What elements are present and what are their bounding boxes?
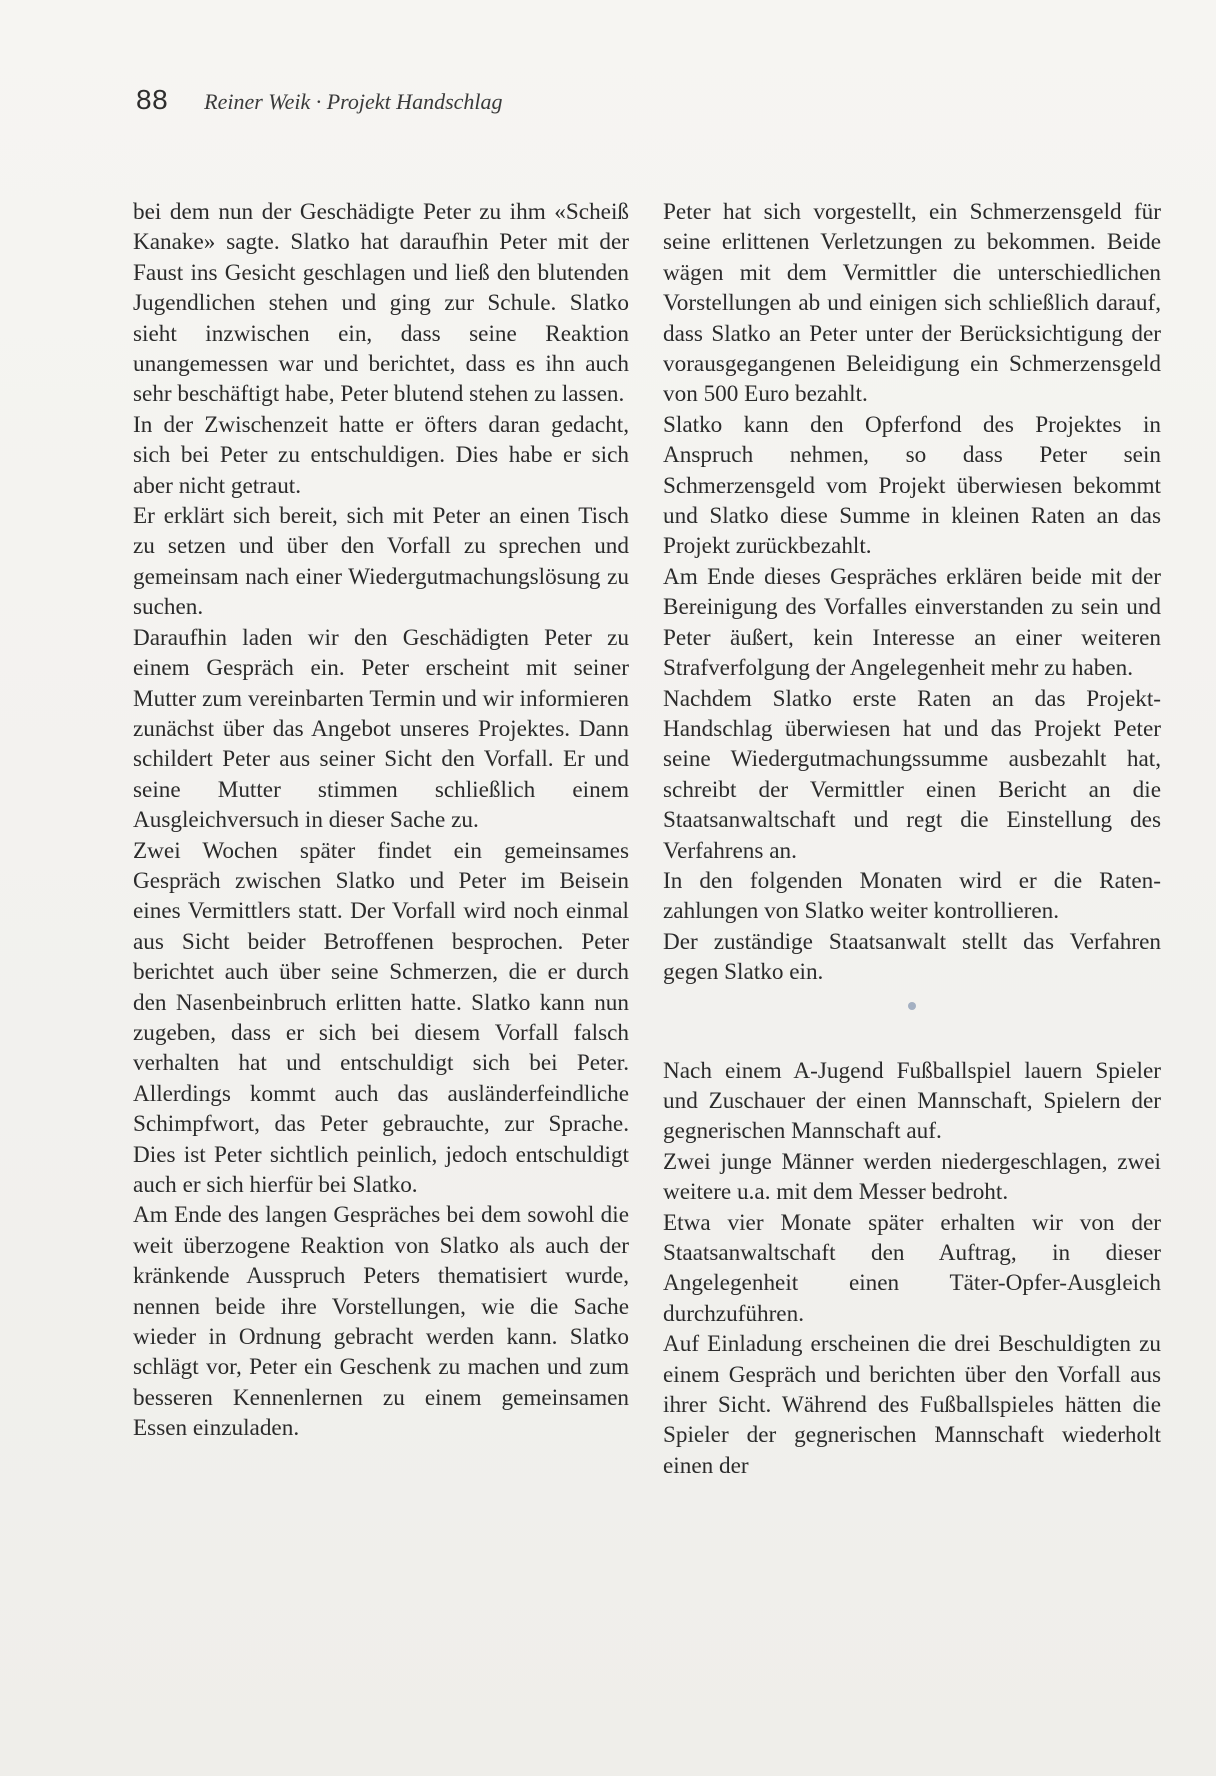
paragraph: Er erklärt sich bereit, sich mit Peter an einen Tisch zu setzen und über den Vorfall zu sprechen und gemeinsam nach einer Wiedergutmachungslösung zu suchen.: [133, 503, 629, 621]
left-column: [133, 197, 629, 1444]
paragraph: Zwei junge Männer werden niedergeschlagen, zwei weitere u.a. mit dem Messer bedroht.: [663, 1148, 1161, 1206]
paragraph: In den folgenden Monaten wird er die Ratenzahlungen von Slatko weiter kontrollieren.: [663, 867, 1161, 925]
paragraph: Nach einem A-Jugend Fußballspiel lauern Spieler und Zuschauer der einen Mannschaft, Spielern der gegnerischen Mannschaft auf.: [663, 1057, 1161, 1145]
paragraph: Etwa vier Monate später erhalten wir von der Staatsanwaltschaft den Auftrag, in dieser Angelegenheit einen Täter-Opfer-Ausgleich durchzuführen.: [663, 1209, 1161, 1327]
paragraph: Nachdem Slatko erste Raten an das Projekt-Handschlag überwiesen hat und das Projekt Peter seine Wiedergutmachungssumme ausbezahlt hat, schreibt der Vermittler einen Bericht an die Staatsanwaltschaft und regt die Einstellung des Verfahrens an.: [663, 685, 1161, 864]
paragraph: Am Ende dieses Gespräches erklären beide mit der Bereinigung des Vorfalles einverstanden zu sein und Peter äußert, kein Interesse an einer weiteren Strafverfolgung der Angelegenheit mehr zu haben.: [663, 563, 1161, 682]
page-header: [136, 84, 503, 124]
paragraph: Auf Einladung erscheinen die drei Beschuldigten zu einem Gespräch und berichten über den Vorfall aus ihrer Sicht. Während des Fußballspieles hätten die Spieler der gegnerischen Mannschaft wiederholt einen der: [663, 1331, 1161, 1479]
paragraph: Peter hat sich vorgestellt, ein Schmerzensgeld für seine erlittenen Verletzungen zu bekommen. Beide wägen mit dem Vermittler die unterschiedlichen Vorstellungen ab und einigen sich schließlich darauf, dass Slatko an Peter unter der Berücksichtigung der vorausgegangenen Beleidigung ein Schmerzensgeld von 500 Euro bezahlt.: [663, 199, 1161, 408]
paragraph: Daraufhin laden wir den Geschädigten Peter zu einem Gespräch ein. Peter erscheint mit seiner Mutter zum vereinbarten Termin und wir informieren zunächst über das Angebot unseres Projektes. Dann schildert Peter aus seiner Sicht den Vorfall. Er und seine Mutter stimmen schließlich einem Ausgleichversuch in dieser Sache zu.: [133, 624, 629, 834]
running-head: Reiner Weik · Projekt Handschlag: [204, 89, 503, 114]
paragraph: Am Ende des langen Gespräches bei dem sowohl die weit überzogene Reaktion von Slatko als auch der kränkende Ausspruch Peters thematisiert wurde, nennen beide ihre Vorstellungen, wie die Sache wieder in Ordnung gebracht werden kann. Slatko schlägt vor, Peter ein Geschenk zu machen und zum besseren Kennenlernen zu einem gemeinsamen Essen einzuladen.: [133, 1202, 629, 1442]
paragraph: Zwei Wochen später findet ein gemeinsames Gespräch zwischen Slatko und Peter im Beisein eines Vermittlers statt. Der Vorfall wird noch einmal aus Sicht beider Betroffenen besprochen. Peter berichtet auch über seine Schmerzen, die er durch den Nasenbeinbruch erlitten hatte. Slatko kann nun zugeben, dass er sich bei diesem Vorfall falsch verhalten hat und entschuldigt sich bei Peter. Allerdings kommt auch das ausländerfeindliche Schimpfwort, das Peter gebrauchte, zur Sprache. Dies ist Peter sichtlich peinlich, jedoch entschuldigt auch er sich hierfür bei Slatko.: [133, 837, 629, 1198]
paragraph: Der zuständige Staatsanwalt stellt das Verfahren gegen Slatko ein.: [663, 928, 1161, 986]
section-separator: [663, 992, 1161, 1022]
page-number: 88: [136, 84, 169, 115]
right-column: [663, 197, 1161, 1481]
separator-dot-icon: [908, 1002, 916, 1010]
paragraph: In der Zwischenzeit hatte er öfters daran gedacht, sich bei Peter zu entschuldigen. Dies habe er sich aber nicht getraut.: [133, 411, 629, 499]
paragraph: bei dem nun der Geschädigte Peter zu ihm «Scheiß Kanake» sagte. Slatko hat daraufhin Peter mit der Faust ins Gesicht geschlagen und ließ den blutenden Jugendlichen stehen und ging zur Schule. Slatko sieht inzwischen ein, dass seine Reaktion unangemessen war und berichtet, dass es ihn auch sehr beschäftigt habe, Peter blutend stehen zu lassen.: [133, 199, 629, 408]
paragraph: Slatko kann den Opferfond des Projektes in Anspruch nehmen, so dass Peter sein Schmerzensgeld vom Projekt überwiesen bekommt und Slatko diese Summe in kleinen Raten an das Projekt zurückbezahlt.: [663, 411, 1161, 560]
